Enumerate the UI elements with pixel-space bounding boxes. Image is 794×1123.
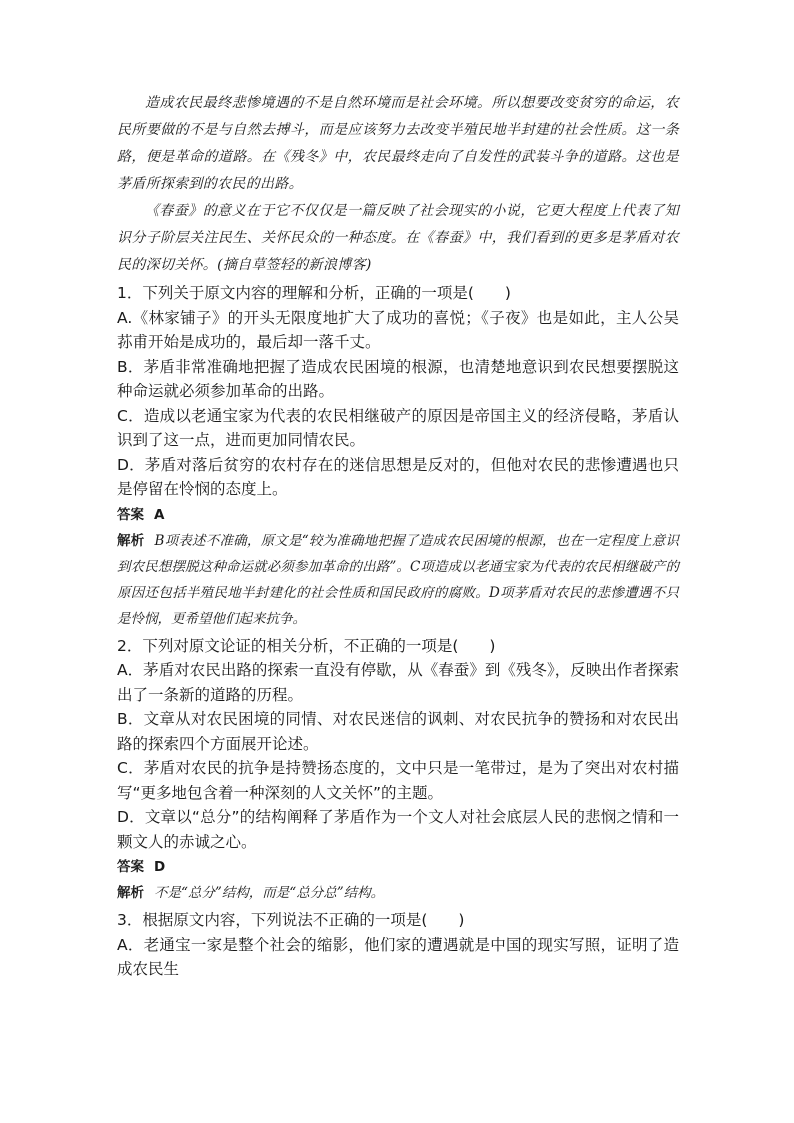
question-stem: 2．下列对原文论证的相关分析，不正确的一项是( ) bbox=[117, 636, 496, 655]
answer-line bbox=[117, 502, 679, 528]
answer-value: D bbox=[154, 859, 166, 875]
passage-paragraph: 造成农民最终悲惨境遇的不是自然环境而是社会环境。所以想要改变贫穷的命运，农民所要做的不是与自然去搏斗，而是应该努力去改变半殖民地半封建的社会性质。这一条路，便是革命的道路。在《残冬》中，农民最终走向了自发性的武装斗争的道路。这也是茅盾所探索到的农民的出路。 bbox=[117, 95, 679, 192]
option-b: B．文章从对农民困境的同情、对农民迷信的讽刺、对农民抗争的赞扬和对农民出路的探索四个方面展开论述。 bbox=[117, 710, 679, 753]
question-3 bbox=[117, 908, 679, 982]
option-d: D．文章以“总分”的结构阐释了茅盾作为一个文人对社会底层人民的悲悯之情和一颗文人的赤诚之心。 bbox=[117, 808, 679, 851]
question-1 bbox=[117, 281, 679, 632]
option-a: A．茅盾对农民出路的探索一直没有停歇，从《春蚕》到《残冬》，反映出作者探索出了一条新的道路的历程。 bbox=[117, 661, 679, 704]
answer-value: A bbox=[154, 506, 165, 523]
analysis-paragraph bbox=[117, 880, 679, 906]
option-a: A．老通宝一家是整个社会的缩影，他们家的遭遇就是中国的现实写照，证明了造成农民生 bbox=[117, 935, 679, 978]
passage-paragraph: 《春蚕》的意义在于它不仅仅是一篇反映了社会现实的小说，它更大程度上代表了知识分子阶层关注民生、关怀民众的一种态度。在《春蚕》中，我们看到的更多是茅盾对农民的深切关怀。(摘自草签轻的新浪博客) bbox=[117, 203, 679, 273]
analysis-label: 解析 bbox=[117, 885, 144, 901]
question-2 bbox=[117, 634, 679, 907]
option-c: C．造成以老通宝家为代表的农民相继破产的原因是帝国主义的经济侵略，茅盾认识到了这一点，进而更加同情农民。 bbox=[117, 406, 679, 449]
option-b: B．茅盾非常准确地把握了造成农民困境的根源，也清楚地意识到农民想要摆脱这种命运就必须参加革命的出路。 bbox=[117, 357, 679, 400]
analysis-label: 解析 bbox=[117, 532, 145, 549]
reading-passage bbox=[117, 90, 679, 279]
answer-line bbox=[117, 854, 679, 880]
answer-label: 答案 bbox=[117, 859, 144, 875]
option-c: C．茅盾对农民的抗争是持赞扬态度的，文中只是一笔带过，是为了突出对农村描写“更多地包含着一种深刻的人文关怀”的主题。 bbox=[117, 759, 679, 802]
analysis-text: 不是“总分”结构，而是“总分总”结构。 bbox=[154, 885, 385, 901]
content-column bbox=[117, 90, 679, 984]
question-stem: 3．根据原文内容，下列说法不正确的一项是( ) bbox=[117, 911, 465, 929]
answer-label: 答案 bbox=[117, 506, 144, 523]
option-d: D．茅盾对落后贫穷的农村存在的迷信思想是反对的，但他对农民的悲惨遭遇也只是停留在怜悯的态度上。 bbox=[117, 455, 679, 498]
analysis-text: B项表述不准确，原文是“较为准确地把握了造成农民困境的根源，也在一定程度上意识到农民想摆脱这种命运就必须参加革命的出路”。C项造成以老通宝家为代表的农民相继破产的原因还包括半殖民地半封建化的社会性质和国民政府的腐败。D项茅盾对农民的悲惨遭遇不只是怜悯，更希望他们起来抗争。 bbox=[117, 532, 679, 627]
option-a: A.《林家铺子》的开头无限度地扩大了成功的喜悦；《子夜》也是如此，主人公吴荪甫开始是成功的，最后却一落千丈。 bbox=[117, 308, 679, 351]
question-stem: 1．下列关于原文内容的理解和分析，正确的一项是( ) bbox=[117, 284, 511, 302]
analysis-paragraph bbox=[117, 528, 679, 632]
